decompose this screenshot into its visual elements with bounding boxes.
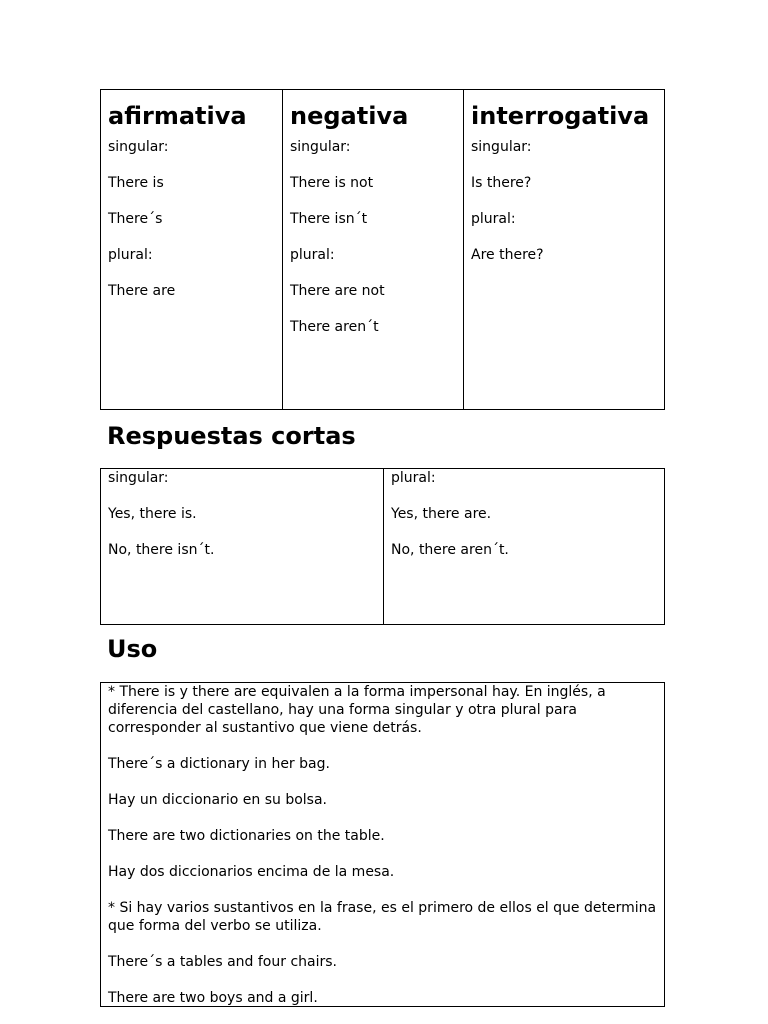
usage-paragraph: There´s a tables and four chairs. [108,954,337,970]
affirmative-line: plural: [108,247,153,263]
singular-answers-column [101,469,383,624]
affirmative-header: afirmativa [108,102,247,130]
plural-answer-line: plural: [391,470,436,486]
negative-line: singular: [290,139,351,155]
affirmative-line: There´s [108,211,163,227]
interrogative-line: Are there? [471,247,544,263]
plural-answer-line: No, there aren´t. [391,542,509,558]
negative-line: plural: [290,247,335,263]
interrogative-column [463,90,664,409]
affirmative-line: There is [108,175,164,191]
singular-answer-line: Yes, there is. [108,506,197,522]
plural-answer-line: Yes, there are. [391,506,492,522]
singular-answer-line: No, there isn´t. [108,542,215,558]
usage-paragraph: There are two boys and a girl. [108,990,318,1006]
interrogative-header: interrogativa [471,102,650,130]
negative-line: There isn´t [290,211,368,227]
interrogative-line: singular: [471,139,532,155]
usage-paragraph: Hay dos diccionarios encima de la mesa. [108,864,395,880]
usage-paragraph: * Si hay varios sustantivos en la frase, es el primero de ellos el que determina que forma del verbo se utiliza. [108,900,657,934]
negative-header: negativa [290,102,409,130]
singular-answer-line: singular: [108,470,169,486]
affirmative-line: singular: [108,139,169,155]
usage-box [100,682,665,1007]
negative-line: There is not [290,175,374,191]
plural-answers-column [383,469,664,624]
affirmative-line: There are [108,283,176,299]
usage-paragraph: Hay un diccionario en su bolsa. [108,792,327,808]
negative-line: There are not [290,283,385,299]
affirmative-column [101,90,282,409]
interrogative-line: Is there? [471,175,532,191]
usage-paragraph: * There is y there are equivalen a la forma impersonal hay. En inglés, a diferencia del castellano, hay una forma singular y otra plural para corresponder al sustantivo que viene detrás. [108,684,606,736]
usage-heading: Uso [107,635,158,663]
negative-line: There aren´t [290,319,379,335]
interrogative-line: plural: [471,211,516,227]
usage-paragraph: There are two dictionaries on the table. [108,828,385,844]
negative-column [282,90,463,409]
forms-table [100,89,665,410]
short-answers-heading: Respuestas cortas [107,422,356,450]
short-answers-table [100,468,665,625]
usage-paragraph: There´s a dictionary in her bag. [108,756,330,772]
